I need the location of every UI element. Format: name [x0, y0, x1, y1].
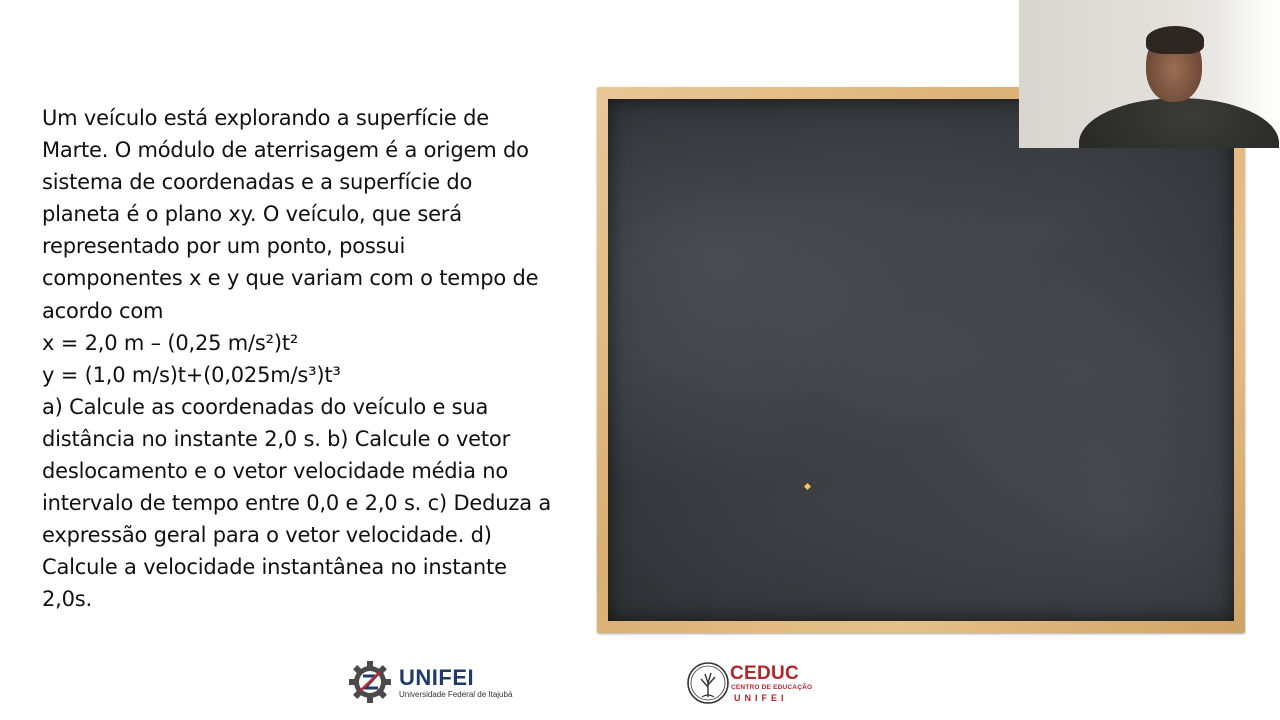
equation-x: x = 2,0 m – (0,25 m/s²)t²: [42, 330, 299, 355]
problem-line: representado por um ponto, possui: [42, 234, 406, 259]
chalkboard-frame: [597, 87, 1245, 633]
ceduc-subtitle: CENTRO DE EDUCAÇÃO: [731, 684, 813, 691]
problem-line: 2,0s.: [42, 587, 93, 612]
gear-logo-icon: [348, 660, 392, 704]
problem-line: planeta é o plano xy. O veículo, que será: [42, 202, 462, 227]
equation-y: y = (1,0 m/s)t+(0,025m/s³)t³: [42, 362, 341, 387]
problem-line: Marte. O módulo de aterrisagem é a origem do: [42, 138, 529, 163]
presenter-hair: [1146, 26, 1204, 54]
problem-line: a) Calcule as coordenadas do veículo e sua: [42, 394, 489, 419]
chalkboard-surface[interactable]: [608, 99, 1234, 621]
problem-line: acordo com: [42, 298, 164, 323]
problem-line: deslocamento e o vetor velocidade média no: [42, 459, 508, 484]
problem-line: componentes x e y que variam com o tempo de: [42, 266, 539, 291]
unifei-logo: [348, 660, 528, 706]
ceduc-subtitle-unifei: UNIFEI: [734, 693, 788, 703]
problem-line: distância no instante 2,0 s. b) Calcule o vetor: [42, 426, 511, 451]
problem-line: intervalo de tempo entre 0,0 e 2,0 s. c) Deduza a: [42, 491, 552, 516]
unifei-brand-name: UNIFEI: [399, 665, 475, 690]
problem-line: Um veículo está explorando a superfície de: [42, 106, 489, 130]
ceduc-logo: [686, 660, 813, 708]
problem-line: expressão geral para o vetor velocidade. d): [42, 523, 492, 548]
ceduc-brand-name: CEDUC: [730, 663, 800, 684]
problem-line: Calcule a velocidade instantânea no instante: [42, 555, 507, 580]
problem-statement: [42, 102, 577, 616]
unifei-subtitle: Universidade Federal de Itajubá: [399, 690, 513, 699]
webcam-overlay: [1019, 0, 1280, 148]
tree-logo-icon: [686, 661, 730, 705]
problem-line: sistema de coordenadas e a superfície do: [42, 170, 473, 195]
